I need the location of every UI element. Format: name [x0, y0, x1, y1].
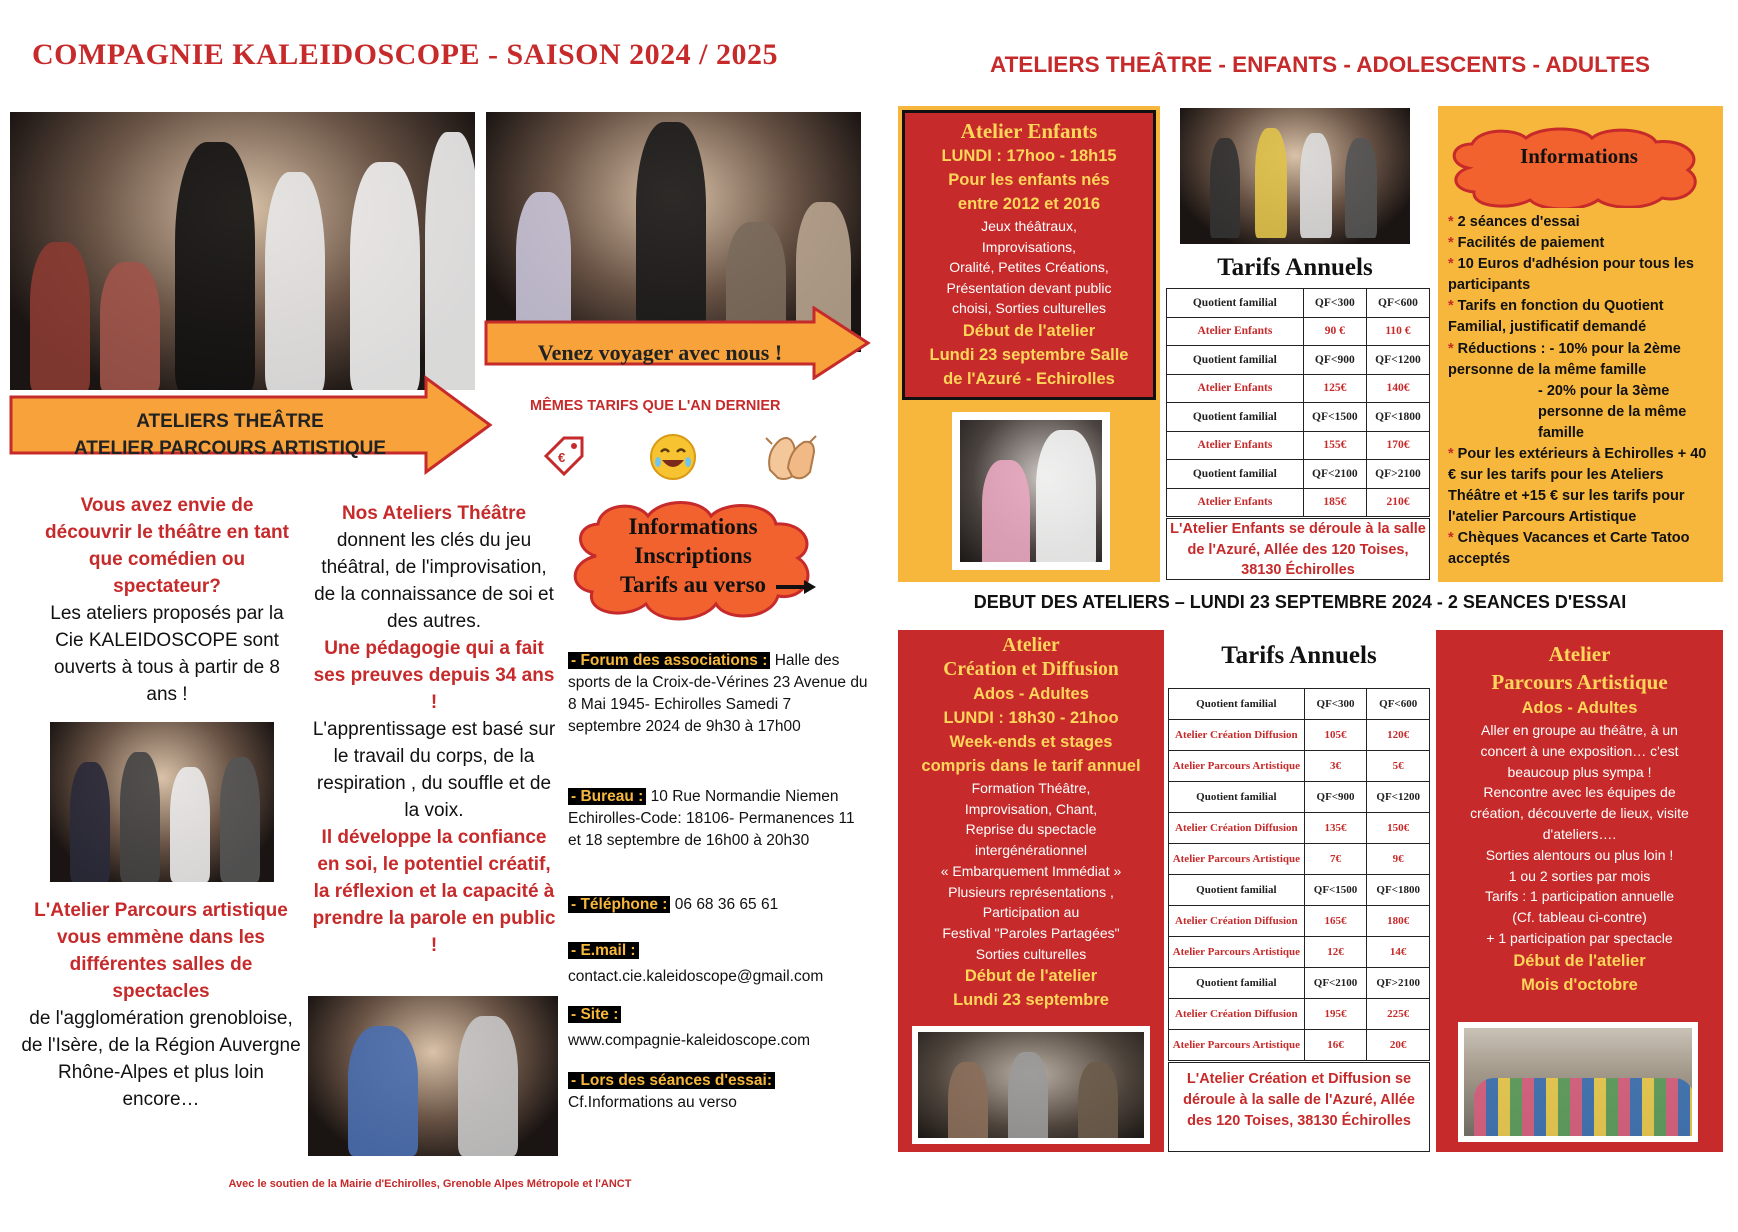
telephone-text[interactable]: 06 68 36 65 61: [674, 896, 779, 913]
tarifs-adultes-row: [1169, 689, 1430, 720]
essai-text: Cf.Informations au verso: [568, 1094, 737, 1111]
cloud-line-2: Inscriptions: [634, 543, 752, 568]
bureau-label: - Bureau :: [568, 788, 646, 805]
creation-heading-2: Création et Diffusion: [943, 659, 1119, 680]
group-photo: [50, 722, 274, 882]
creation-white-9: Sorties culturelles: [975, 945, 1087, 962]
tarifs-adultes-cell: Atelier Parcours Artistique: [1169, 844, 1305, 875]
enfants-heading: Atelier Enfants: [960, 119, 1098, 143]
parcours-debut-1: Début de l'atelier: [1513, 951, 1646, 970]
creation-line-1: Ados - Adultes: [973, 685, 1089, 703]
parcours-white-4: Rencontre avec les équipes de: [1483, 784, 1676, 801]
parcours-white-3: beaucoup plus sympa !: [1507, 763, 1652, 780]
parcours-white-8: 1 ou 2 sorties par mois: [1508, 867, 1651, 884]
essai-block: [568, 1070, 868, 1114]
page-title: COMPAGNIE KALEIDOSCOPE - SAISON 2024 / 2025: [32, 38, 779, 71]
email-label: - E.mail :: [568, 942, 639, 959]
rehearsal-photo: [308, 996, 558, 1156]
ateliers-heading: Nos Ateliers Théâtre: [341, 503, 527, 524]
tarifs-adultes-cell: Atelier Parcours Artistique: [1169, 1030, 1305, 1061]
parcours-white-10: (Cf. tableau ci-contre): [1512, 909, 1647, 926]
intro-text: Les ateliers proposés par la Cie KALEIDOSCOPE sont ouverts à tous à partir de 8 ans !: [50, 603, 284, 705]
creation-white-1: Formation Théâtre,: [971, 780, 1091, 796]
tarifs-adultes-cell: 195€: [1304, 999, 1367, 1030]
tarifs-enfants-cell: 155€: [1303, 431, 1366, 460]
soutien-text: Avec le soutien de la Mairie d'Echirolles, Grenoble Alpes Métropole et l'ANCT: [228, 1178, 632, 1190]
tarifs-adultes-row: [1169, 782, 1430, 813]
tarifs-enfants-cell: 210€: [1366, 488, 1429, 517]
tarifs-enfants-row: [1167, 460, 1430, 489]
tarifs-adultes-row: [1169, 720, 1430, 751]
enfants-photo: [952, 412, 1110, 570]
tarifs-enfants-cell: 110 €: [1366, 317, 1429, 346]
creation-lieu: L'Atelier Création et Diffusion se déroule à la salle de l'Azuré, Allée des 120 Toises, 38130 Échirolles: [1168, 1062, 1430, 1152]
tarifs-title-1: Tarifs Annuels: [1217, 254, 1373, 281]
tarifs-adultes-cell: QF<1800: [1367, 875, 1430, 906]
tarifs-adultes-cell: 16€: [1304, 1030, 1367, 1061]
parcours-sub: Ados - Adultes: [1521, 699, 1638, 717]
tarifs-adultes-row: [1169, 906, 1430, 937]
enfants-debut-3: de l'Azuré - Echirolles: [943, 369, 1115, 388]
enfants-line-3: entre 2012 et 2016: [957, 195, 1101, 213]
svg-text:€: €: [558, 450, 566, 465]
telephone-label: - Téléphone :: [568, 896, 670, 913]
tarifs-adultes-cell: QF<1500: [1304, 875, 1367, 906]
creation-line-4: compris dans le tarif annuel: [921, 757, 1141, 775]
site-text[interactable]: www.compagnie-kaleidoscope.com: [568, 1032, 811, 1049]
tarifs-enfants-cell: QF<1500: [1303, 403, 1366, 432]
tarifs-adultes-row: [1169, 999, 1430, 1030]
tarifs-table-enfants: [1166, 288, 1430, 517]
confiance-text: Il développe la confiance en soi, le potentiel créatif, la réflexion et la capacité à prendre la parole en public !: [312, 827, 556, 956]
tarifs-adultes-cell: QF<300: [1304, 689, 1367, 720]
arrow-line-1: ATELIERS THEÂTRE: [136, 411, 324, 432]
tarifs-adultes-row: [1169, 844, 1430, 875]
ateliers-text-2: L'apprentissage est basé sur le travail du corps, de la respiration , du souffle et de la voix.: [312, 719, 556, 821]
tarifs-adultes-cell: Atelier Création Diffusion: [1169, 906, 1305, 937]
voyager-text: Venez voyager avec nous !: [537, 340, 783, 365]
creation-white-2: Improvisation, Chant,: [964, 800, 1098, 817]
tarifs-enfants-row: [1167, 374, 1430, 403]
info-item-4: Tarifs en fonction du Quotient Familial, justificatif demandé: [1448, 298, 1664, 335]
site-label: - Site :: [568, 1006, 621, 1023]
tarifs-adultes-cell: 225€: [1367, 999, 1430, 1030]
tarifs-enfants-cell: 185€: [1303, 488, 1366, 517]
info-item-5: Réductions : - 10% pour la 2ème personne de la même famille: [1448, 341, 1681, 378]
tarifs-enfants-cell: Quotient familial: [1167, 460, 1304, 489]
parcours-white-7: Sorties alentours ou plus loin !: [1485, 846, 1674, 863]
tarifs-enfants-row: [1167, 403, 1430, 432]
tarifs-enfants-cell: Quotient familial: [1167, 403, 1304, 432]
creation-white-7: Participation au: [982, 904, 1080, 921]
tarifs-enfants-cell: 125€: [1303, 374, 1366, 403]
email-block: [568, 940, 868, 988]
tarifs-adultes-cell: Quotient familial: [1169, 968, 1305, 999]
tarifs-adultes-cell: 5€: [1367, 751, 1430, 782]
tarifs-adultes-cell: QF<600: [1367, 689, 1430, 720]
arrow-line-2: ATELIER PARCOURS ARTISTIQUE: [73, 438, 387, 459]
right-title: ATELIERS THEÂTRE - ENFANTS - ADOLESCENTS - ADULTES: [989, 52, 1650, 77]
creation-line-3: Week-ends et stages: [949, 733, 1113, 751]
tarifs-adultes-cell: QF<1200: [1367, 782, 1430, 813]
parcours-white-9: Tarifs : 1 participation annuelle: [1484, 888, 1675, 905]
tarifs-adultes-cell: 135€: [1304, 813, 1367, 844]
tarifs-adultes-cell: 14€: [1367, 937, 1430, 968]
parcours-debut-2: Mois d'octobre: [1521, 975, 1638, 994]
tarifs-adultes-row: [1169, 875, 1430, 906]
parcours-white-11: + 1 participation par spectacle: [1486, 929, 1673, 946]
ados-photo: [1180, 108, 1410, 244]
informations-list: * 2 séances d'essai * Facilités de paiement * 10 Euros d'adhésion pour tous les participants * Tarifs en fonction du Quotient Familial, justificatif demandé * Réductions : - 10% pour la 2ème personne de la même famille - 20% pour la 3ème personne de la même famille * Pour les extérieurs à Echirolles + 40 € sur les tarifs pour les Ateliers Théâtre et +15 € sur les tarifs pour l'atelier Parcours Artistique * Chèques Vacances et Carte Tatoo acceptés: [1448, 214, 1707, 567]
cloud-line-3: Tarifs au verso: [619, 572, 767, 597]
tarifs-title-2: Tarifs Annuels: [1221, 642, 1377, 669]
tarifs-adultes-row: [1169, 1030, 1430, 1061]
essai-label: - Lors des séances d'essai:: [568, 1072, 775, 1089]
memes-tarifs: MÊMES TARIFS QUE L'AN DERNIER: [530, 398, 781, 414]
tarifs-adultes-cell: 20€: [1367, 1030, 1430, 1061]
tarifs-adultes-cell: 7€: [1304, 844, 1367, 875]
tarifs-enfants-cell: QF<1800: [1366, 403, 1429, 432]
telephone-block: [568, 894, 868, 916]
tarifs-adultes-row: [1169, 968, 1430, 999]
clapping-hands-icon: [760, 430, 822, 484]
enfants-debut-1: Début de l'atelier: [962, 321, 1096, 340]
info-item-3: 10 Euros d'adhésion pour tous les participants: [1448, 256, 1694, 293]
tarifs-enfants-cell: QF<1200: [1366, 346, 1429, 375]
info-item-8: Chèques Vacances et Carte Tatoo acceptés: [1448, 530, 1690, 567]
creation-heading-1: Atelier: [1002, 635, 1060, 656]
info-item-7: Pour les extérieurs à Echirolles + 40 € sur les tarifs pour les Ateliers Théâtre et +15 € sur les tarifs pour l'atelier Parcours Artistique: [1448, 446, 1707, 525]
creation-panel: [898, 630, 1164, 1152]
creation-white-5: « Embarquement Immédiat »: [940, 862, 1122, 879]
enfants-white-3: Oralité, Petites Créations,: [949, 259, 1109, 275]
bureau-text: 10 Rue Normandie Niemen Echirolles-Code: 18106- Permanences 11 et 18 septembre de 16h00 à 20h30: [568, 788, 855, 849]
parcours-white-5: création, découverte de lieux, visite: [1470, 805, 1689, 822]
creation-white-4: intergénérationnel: [974, 842, 1088, 859]
pedagogie-text: Une pédagogie qui a fait ses preuves depuis 34 ans !: [313, 638, 555, 713]
tarifs-adultes-cell: Atelier Création Diffusion: [1169, 999, 1305, 1030]
tarifs-adultes-cell: 120€: [1367, 720, 1430, 751]
tarifs-enfants-row: [1167, 488, 1430, 517]
tarifs-adultes-cell: Atelier Création Diffusion: [1169, 813, 1305, 844]
tarifs-adultes-cell: Atelier Création Diffusion: [1169, 720, 1305, 751]
cloud-line-1: Informations: [628, 514, 758, 539]
tarifs-enfants-cell: 90 €: [1303, 317, 1366, 346]
tarifs-enfants-cell: QF<2100: [1303, 460, 1366, 489]
tarifs-adultes-cell: QF<2100: [1304, 968, 1367, 999]
tarifs-enfants-cell: QF<900: [1303, 346, 1366, 375]
tarifs-adultes-cell: 150€: [1367, 813, 1430, 844]
tarifs-adultes-cell: QF<900: [1304, 782, 1367, 813]
laughing-emoji-icon: [648, 432, 698, 482]
parcours-heading-2: Parcours Artistique: [1491, 670, 1668, 694]
info-item-6: - 20% pour la 3ème personne de la même famille: [1538, 383, 1687, 441]
tarifs-enfants-row: [1167, 431, 1430, 460]
parcours-white-2: concert à une exposition… c'est: [1480, 742, 1679, 759]
tarifs-adultes-cell: 9€: [1367, 844, 1430, 875]
tarifs-table-adultes: [1168, 688, 1430, 1061]
enfants-lieu: L'Atelier Enfants se déroule à la salle de l'Azuré, Allée des 120 Toises, 38130 Échirolles: [1166, 518, 1430, 580]
parcours-photo: [1458, 1022, 1698, 1142]
email-text[interactable]: contact.cie.kaleidoscope@gmail.com: [568, 968, 824, 985]
tarifs-enfants-cell: QF<300: [1303, 289, 1366, 318]
tarifs-enfants-row: [1167, 289, 1430, 318]
ateliers-text-1: donnent les clés du jeu théâtral, de l'improvisation, de la connaissance de soi et des autres.: [314, 530, 554, 632]
tarifs-adultes-cell: 180€: [1367, 906, 1430, 937]
tarifs-enfants-row: [1167, 317, 1430, 346]
enfants-white-2: Improvisations,: [981, 238, 1077, 255]
bureau-block: [568, 786, 868, 852]
tarifs-enfants-cell: 140€: [1366, 374, 1429, 403]
creation-photo: [912, 1026, 1150, 1144]
informations-cloud-text: Informations: [1520, 144, 1638, 168]
enfants-white-4: Présentation devant public: [946, 279, 1112, 296]
forum-label: - Forum des associations :: [568, 652, 770, 669]
info-item-2: Facilités de paiement: [1457, 235, 1605, 251]
tarifs-enfants-cell: Atelier Enfants: [1167, 488, 1304, 517]
creation-debut-1: Début de l'atelier: [964, 967, 1098, 986]
tarifs-adultes-cell: Quotient familial: [1169, 782, 1305, 813]
creation-debut-2: Lundi 23 septembre: [953, 991, 1109, 1010]
tarifs-adultes-cell: Quotient familial: [1169, 875, 1305, 906]
tarifs-enfants-cell: QF>2100: [1366, 460, 1429, 489]
site-block: [568, 1004, 868, 1052]
parcours-white-6: d'ateliers….: [1542, 825, 1617, 842]
enfants-line-1: LUNDI : 17hoo - 18h15: [941, 147, 1117, 165]
creation-white-3: Reprise du spectacle: [965, 821, 1097, 838]
info-item-1: 2 séances d'essai: [1457, 214, 1580, 230]
tarifs-enfants-cell: Atelier Enfants: [1167, 374, 1304, 403]
creation-white-8: Festival "Paroles Partagées": [942, 924, 1120, 941]
tarifs-adultes-cell: QF>2100: [1367, 968, 1430, 999]
tarifs-enfants-cell: 170€: [1366, 431, 1429, 460]
parcours-intro: L'Atelier Parcours artistique vous emmène dans les différentes salles de spectacles: [34, 900, 288, 1002]
parcours-white-1: Aller en groupe au théâtre, à un: [1481, 722, 1678, 738]
intro-question: Vous avez envie de découvrir le théâtre en tant que comédien ou spectateur?: [45, 495, 289, 597]
stage-photo-1: [10, 112, 475, 390]
debut-banner: DEBUT DES ATELIERS – LUNDI 23 SEPTEMBRE 2024 - 2 SEANCES D'ESSAI: [973, 592, 1627, 612]
tarifs-adultes-cell: 12€: [1304, 937, 1367, 968]
enfants-line-2: Pour les enfants nés: [948, 171, 1110, 189]
tarifs-adultes-cell: Quotient familial: [1169, 689, 1305, 720]
tarifs-enfants-cell: Quotient familial: [1167, 289, 1304, 318]
tarifs-enfants-cell: Atelier Enfants: [1167, 431, 1304, 460]
parcours-panel: [1436, 630, 1723, 1152]
parcours-text: de l'agglomération grenobloise, de l'Isère, de la Région Auvergne Rhône-Alpes et plus loin encore…: [21, 1008, 301, 1110]
tarifs-adultes-cell: 165€: [1304, 906, 1367, 937]
tarifs-adultes-cell: 3€: [1304, 751, 1367, 782]
price-tag-icon: [538, 430, 590, 482]
enfants-white-1: Jeux théâtraux,: [981, 218, 1077, 234]
tarifs-enfants-row: [1167, 346, 1430, 375]
tarifs-adultes-cell: Atelier Parcours Artistique: [1169, 751, 1305, 782]
enfants-debut-2: Lundi 23 septembre Salle: [929, 345, 1129, 364]
forum-block: [568, 650, 868, 738]
tarifs-enfants-cell: Quotient familial: [1167, 346, 1304, 375]
tarifs-enfants-cell: QF<600: [1366, 289, 1429, 318]
tarifs-adultes-row: [1169, 813, 1430, 844]
creation-white-6: Plusieurs représentations ,: [948, 883, 1114, 900]
tarifs-adultes-cell: Atelier Parcours Artistique: [1169, 937, 1305, 968]
creation-line-2: LUNDI : 18h30 - 21hoo: [943, 709, 1119, 727]
tarifs-enfants-cell: Atelier Enfants: [1167, 317, 1304, 346]
tarifs-adultes-cell: 105€: [1304, 720, 1367, 751]
tarifs-adultes-row: [1169, 937, 1430, 968]
enfants-white-5: choisi, Sorties culturelles: [951, 300, 1107, 316]
tarifs-adultes-row: [1169, 751, 1430, 782]
enfants-panel: [902, 110, 1156, 400]
forum-text: Halle des sports de la Croix-de-Vérines 23 Avenue du 8 Mai 1945- Echirolles Samedi 7 septembre 2024 de 9h30 à 17h00: [568, 652, 868, 735]
arrow-right-icon: [776, 578, 816, 596]
parcours-heading-1: Atelier: [1548, 642, 1611, 666]
